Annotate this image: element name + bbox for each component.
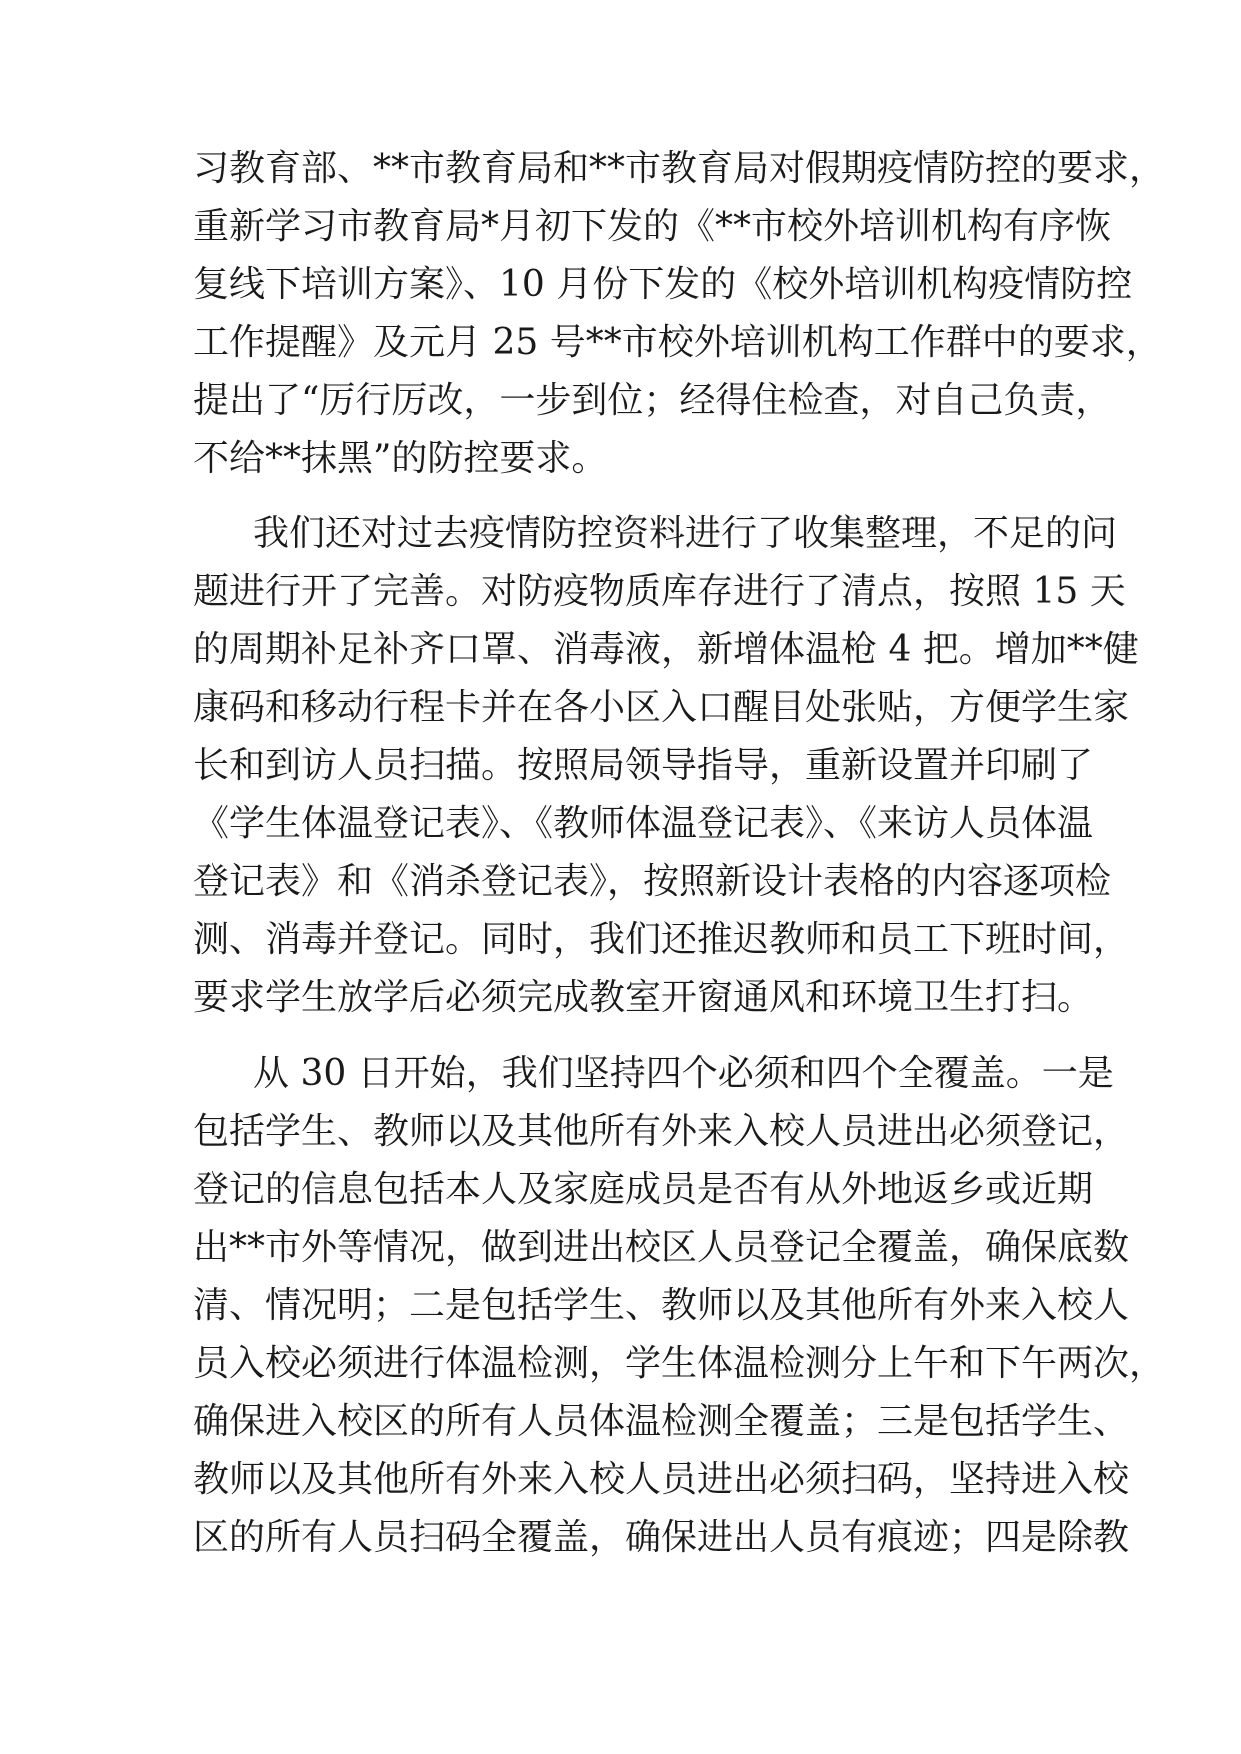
paragraph-2-line-2: 题进行开了完善。对防疫物质库存进行了清点，按照 15 天 bbox=[193, 571, 1126, 612]
paragraph-2-line-6: 《学生体温登记表》、《教师体温登记表》、《来访人员体温 bbox=[193, 803, 1094, 844]
paragraph-2-line-1: 我们还对过去疫情防控资料进行了收集整理，不足的问 bbox=[253, 513, 1118, 554]
paragraph-1-line-3: 复线下培训方案》、10 月份下发的《校外培训机构疫情防控 bbox=[193, 264, 1133, 305]
paragraph-3-line-4: 出**市外等情况，做到进出校区人员登记全覆盖，确保底数 bbox=[193, 1227, 1130, 1268]
paragraph-2-line-3: 的周期补足补齐口罩、消毒液，新增体温枪 4 把。增加**健 bbox=[193, 629, 1139, 670]
paragraph-3-line-3: 登记的信息包括本人及家庭成员是否有从外地返乡或近期 bbox=[193, 1169, 1094, 1210]
paragraph-2-line-9: 要求学生放学后必须完成教室开窗通风和环境卫生打扫。 bbox=[193, 977, 1094, 1018]
paragraph-1-line-1: 习教育部、**市教育局和**市教育局对假期疫情防控的要求， bbox=[193, 148, 1166, 189]
paragraph-3-line-2: 包括学生、教师以及其他所有外来入校人员进出必须登记， bbox=[193, 1111, 1130, 1152]
paragraph-3-line-8: 教师以及其他所有外来入校人员进出必须扫码，坚持进入校 bbox=[193, 1459, 1130, 1500]
paragraph-3-line-7: 确保进入校区的所有人员体温检测全覆盖；三是包括学生、 bbox=[193, 1401, 1130, 1442]
paragraph-1-line-6: 不给**抹黑”的防控要求。 bbox=[193, 438, 608, 479]
paragraph-2-line-4: 康码和移动行程卡并在各小区入口醒目处张贴，方便学生家 bbox=[193, 687, 1130, 728]
paragraph-3-line-6: 员入校必须进行体温检测，学生体温检测分上午和下午两次， bbox=[193, 1343, 1166, 1384]
paragraph-2-line-5: 长和到访人员扫描。按照局领导指导，重新设置并印刷了 bbox=[193, 745, 1094, 786]
paragraph-1-line-5: 提出了“厉行厉改，一步到位；经得住检查，对自己负责， bbox=[193, 380, 1112, 421]
paragraph-2-line-7: 登记表》和《消杀登记表》，按照新设计表格的内容逐项检 bbox=[193, 861, 1112, 902]
paragraph-1-line-2: 重新学习市教育局*月初下发的《**市校外培训机构有序恢 bbox=[193, 206, 1112, 247]
paragraph-3-line-1: 从 30 日开始，我们坚持四个必须和四个全覆盖。一是 bbox=[253, 1053, 1114, 1094]
paragraph-1-line-4: 工作提醒》及元月 25 号**市校外培训机构工作群中的要求， bbox=[193, 322, 1162, 363]
paragraph-3-line-9: 区的所有人员扫码全覆盖，确保进出人员有痕迹；四是除教 bbox=[193, 1517, 1130, 1558]
paragraph-2-line-8: 测、消毒并登记。同时，我们还推迟教师和员工下班时间， bbox=[193, 919, 1130, 960]
paragraph-3-line-5: 清、情况明；二是包括学生、教师以及其他所有外来入校人 bbox=[193, 1285, 1130, 1326]
